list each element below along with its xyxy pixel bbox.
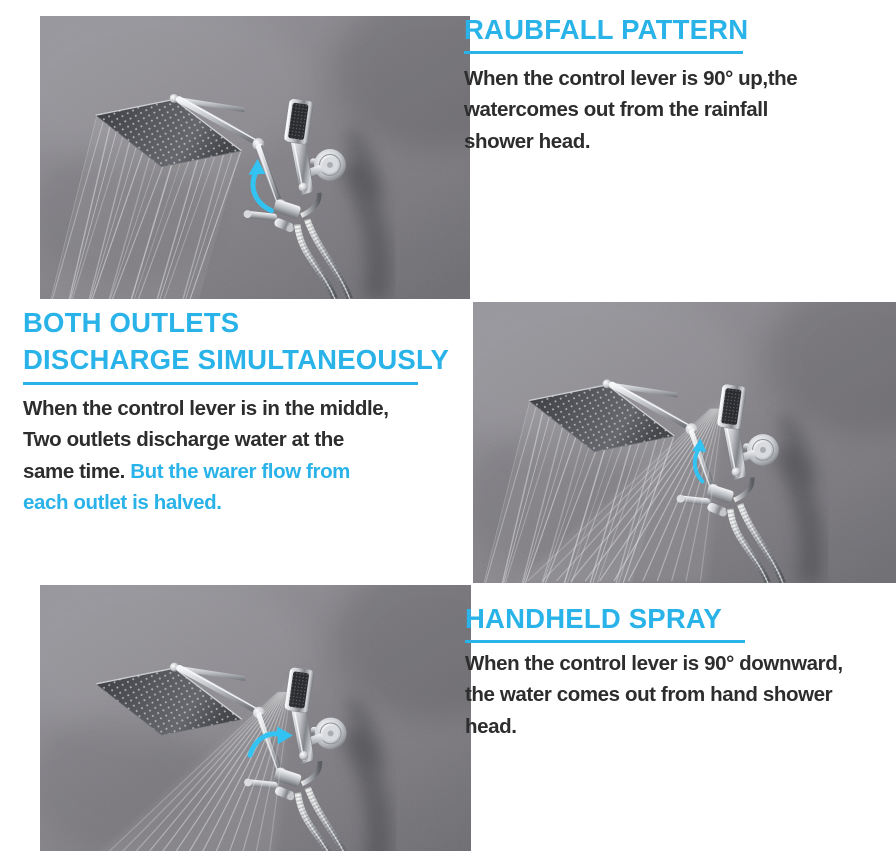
photo-rainfall-pattern xyxy=(40,16,470,299)
panel-both-outlets-heading-line2: DISCHARGE SIMULTANEOUSLY xyxy=(23,344,449,375)
photo-both-outlets xyxy=(473,302,896,583)
body-line xyxy=(464,63,884,95)
body-text: same time. xyxy=(23,459,131,483)
body-line xyxy=(465,711,889,743)
body-text: head. xyxy=(465,714,517,738)
heading-underline xyxy=(23,382,418,385)
photo-handheld-spray xyxy=(40,585,471,851)
heading-underline xyxy=(464,51,743,54)
panel-handheld-body xyxy=(465,648,889,743)
panel-both-outlets-body xyxy=(23,393,435,519)
panel-both-outlets-text xyxy=(23,304,449,519)
body-line xyxy=(464,94,884,126)
panel-handheld-text xyxy=(465,602,889,742)
panel-rainfall-body xyxy=(464,63,884,158)
body-line xyxy=(23,424,435,456)
body-line xyxy=(465,679,889,711)
body-text: Two outlets discharge water at the xyxy=(23,428,344,451)
body-line xyxy=(23,456,435,488)
body-text: When the control lever is 90° up,the xyxy=(464,66,798,90)
panel-handheld-heading: HANDHELD SPRAY xyxy=(465,603,722,634)
body-text: When the control lever is 90° downward, xyxy=(465,651,843,675)
body-line xyxy=(465,648,889,680)
accent-text: But the warer flow from xyxy=(130,459,351,483)
body-text: watercomes out from the rainfall xyxy=(464,98,768,121)
heading-underline xyxy=(465,640,745,643)
panel-rainfall-heading: RAUBFALL PATTERN xyxy=(464,14,749,45)
body-text: the water comes out from hand shower xyxy=(465,683,833,706)
body-line xyxy=(23,393,435,425)
accent-text: each outlet is halved. xyxy=(23,491,222,514)
body-text: When the control lever is in the middle, xyxy=(23,396,389,420)
panel-rainfall-text xyxy=(464,13,884,157)
body-text: shower head. xyxy=(464,129,591,153)
body-line xyxy=(464,126,884,158)
body-line xyxy=(23,487,435,519)
panel-both-outlets-heading: BOTH OUTLETS xyxy=(23,307,240,338)
